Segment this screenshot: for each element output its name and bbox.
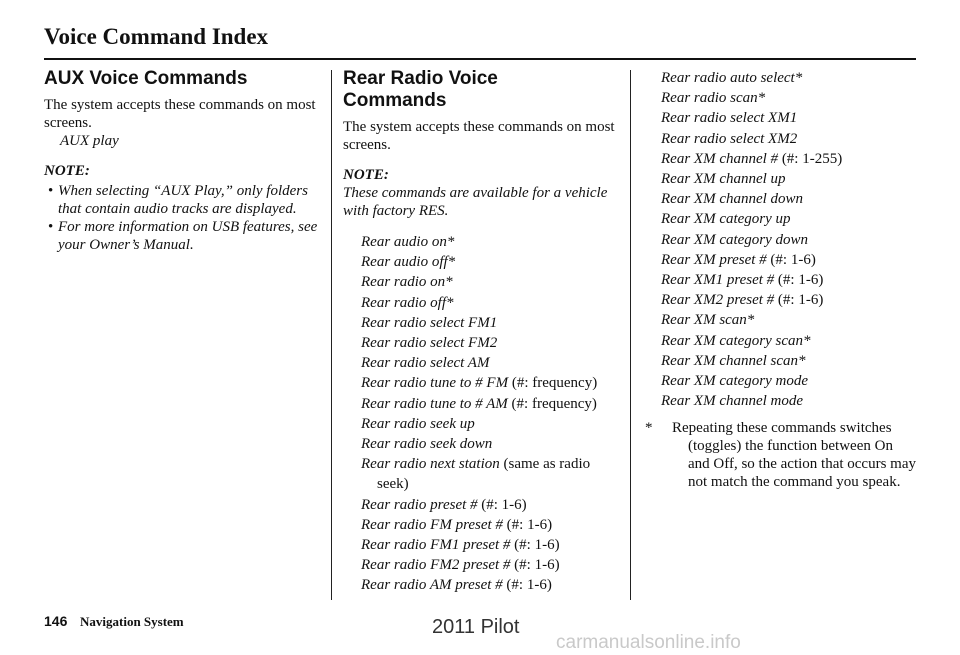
rear-intro: The system accepts these commands on most screens. (343, 119, 615, 153)
command-text: Rear audio on* (361, 234, 455, 250)
command-text: Rear radio next station (361, 456, 500, 473)
command-text: Rear radio auto select* (661, 70, 803, 86)
page-number: 146 (44, 613, 68, 629)
aux-note-label: NOTE: (44, 163, 90, 179)
bullet-icon: • (48, 183, 54, 199)
command-note: (#: 1-6) (502, 516, 553, 533)
voice-command-item (361, 535, 621, 555)
command-text: Rear radio preset # (361, 496, 478, 513)
voice-command-item (361, 353, 621, 373)
command-note: (#: 1-6) (774, 272, 824, 289)
command-note: (#: 1-6) (510, 557, 560, 574)
command-text: Rear XM channel scan* (661, 352, 806, 369)
page-title: Voice Command Index (44, 24, 269, 49)
command-text: Rear XM channel up (661, 171, 786, 188)
command-note: (#: frequency) (508, 375, 598, 392)
aux-note-item: • When selecting “AUX Play,” only folders that contain audio tracks are displayed. (48, 183, 308, 217)
command-text: Rear XM channel mode (661, 393, 804, 410)
voice-command-item (661, 129, 918, 149)
command-text: Rear radio select XM2 (661, 130, 798, 147)
voice-command-item (361, 414, 621, 434)
command-text: Rear radio seek down (361, 436, 493, 453)
voice-command-item (661, 310, 918, 330)
command-note: (#: frequency) (507, 395, 597, 412)
bullet-icon: • (48, 219, 54, 235)
site-watermark: carmanualsonline.info (556, 632, 741, 653)
voice-command-item (661, 250, 918, 270)
command-text: Rear radio scan* (661, 90, 766, 107)
command-text: Rear radio on* (361, 274, 453, 291)
footnote-mark: * (645, 420, 653, 437)
command-text: Rear XM1 preset # (661, 272, 775, 289)
voice-command-item (661, 189, 918, 209)
rear-note-text: These commands are available for a vehicle with factory RES. (343, 185, 608, 219)
command-note: (#: 1-6) (510, 537, 560, 554)
voice-command-item (361, 313, 621, 333)
voice-command-item (661, 230, 918, 250)
voice-command-item (661, 290, 918, 310)
command-text: Rear XM category scan* (661, 332, 811, 349)
rear-heading: Rear Radio Voice Commands (343, 68, 498, 111)
command-text: Rear radio seek up (361, 415, 475, 432)
voice-command-item (661, 169, 918, 189)
command-text: Rear radio FM preset # (361, 516, 503, 533)
rear-radio-column (343, 68, 621, 596)
command-text: Rear radio tune to # FM (361, 375, 509, 392)
command-text: Rear XM category up (661, 211, 791, 228)
command-note: (same as radio seek) (377, 456, 591, 493)
command-text: Rear radio select FM1 (361, 314, 498, 331)
command-text: Rear XM2 preset # (661, 292, 775, 309)
voice-command-item (661, 371, 918, 391)
voice-command-item (361, 333, 621, 353)
rear-note-label: NOTE: (343, 167, 389, 183)
voice-command-item (361, 555, 621, 575)
command-note: (#: 1-6) (774, 292, 824, 309)
voice-command-item (661, 88, 918, 108)
command-text: Rear radio tune to # AM (361, 395, 508, 412)
voice-command-item (661, 270, 918, 290)
title-divider (44, 58, 916, 60)
column-divider-1 (331, 70, 332, 600)
voice-command-item (361, 454, 621, 494)
voice-command-item (361, 434, 621, 454)
footer-label: Navigation System (80, 614, 184, 629)
voice-command-item (361, 495, 621, 515)
rear-radio-column-continued (643, 68, 918, 491)
voice-command-item (661, 351, 918, 371)
voice-command-item (661, 209, 918, 229)
footnote (643, 419, 918, 491)
voice-command-item (361, 515, 621, 535)
voice-command-item (661, 331, 918, 351)
aux-heading: AUX Voice Commands (44, 68, 248, 89)
model-watermark: 2011 Pilot (432, 616, 520, 638)
voice-command-item (661, 149, 918, 169)
aux-intro: The system accepts these commands on most screens. (44, 97, 316, 131)
command-note: (#: 1-6) (502, 577, 552, 594)
aux-note-item: • For more information on USB features, see your Owner’s Manual. (48, 219, 318, 253)
voice-command-item (361, 252, 621, 272)
voice-command-item (361, 394, 621, 414)
voice-command-item (361, 293, 621, 313)
voice-command-item (661, 108, 918, 128)
command-text: Rear radio select FM2 (361, 335, 498, 352)
command-text: Rear radio select XM1 (661, 110, 798, 127)
command-text: Rear radio AM preset # (361, 577, 503, 594)
voice-command-item (361, 575, 621, 595)
aux-command: AUX play (60, 133, 119, 149)
command-text: Rear XM category down (661, 231, 809, 248)
command-text: Rear radio FM2 preset # (361, 557, 511, 574)
voice-command-item (361, 272, 621, 292)
command-text: Rear XM category mode (661, 373, 809, 390)
voice-command-item (661, 68, 918, 88)
rear-command-list-1 (361, 232, 621, 596)
footnote-text: Repeating these commands switches (toggles) the function between On and Off, so the action that occurs may not match the command you speak. (672, 420, 916, 491)
voice-command-item (661, 391, 918, 411)
command-note: (#: 1-6) (477, 496, 527, 513)
command-text: Rear XM preset # (661, 251, 767, 268)
command-text: Rear radio FM1 preset # (361, 537, 511, 554)
command-text: Rear radio off* (361, 294, 454, 311)
command-note: (#: 1-255) (778, 150, 843, 167)
command-text: Rear XM channel # (661, 150, 779, 167)
command-text: Rear XM channel down (661, 191, 804, 208)
rear-command-list-2 (661, 68, 918, 411)
aux-column (44, 68, 322, 254)
command-text: Rear XM scan* (661, 312, 755, 329)
voice-command-item (361, 373, 621, 393)
command-text: Rear radio select AM (361, 355, 490, 372)
voice-command-item (361, 232, 621, 252)
command-note: (#: 1-6) (766, 251, 816, 268)
command-text: Rear audio off* (361, 254, 456, 271)
aux-note-list (44, 182, 322, 254)
column-divider-2 (630, 70, 631, 600)
